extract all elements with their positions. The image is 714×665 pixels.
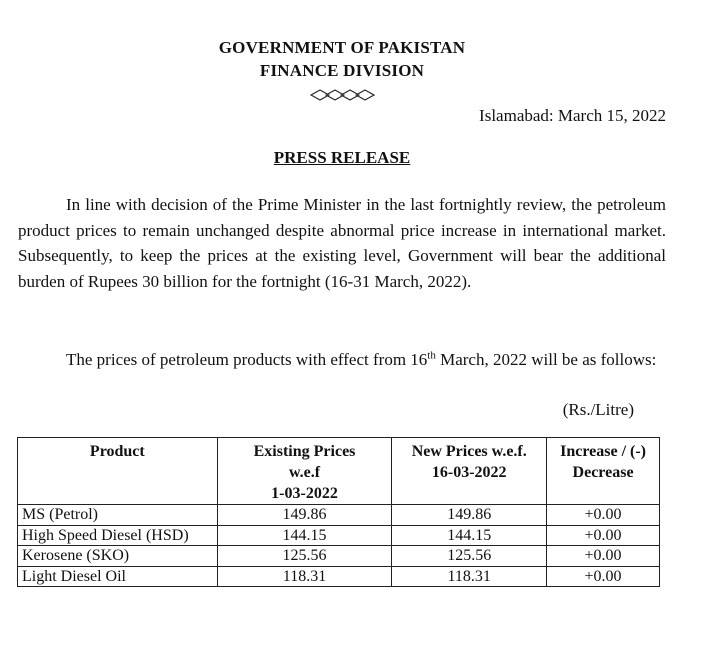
cell-new-price: 125.56 xyxy=(392,546,547,567)
header-change-line2: Decrease xyxy=(572,464,634,481)
cell-existing-price: 149.86 xyxy=(217,505,392,526)
cell-new-price: 144.15 xyxy=(392,525,547,546)
paragraph-prices-intro-end: March, 2022 will be as follows: xyxy=(435,350,657,369)
header-new-line1: New Prices w.e.f. xyxy=(411,443,527,460)
header-new-line2: 16-03-2022 xyxy=(431,464,507,481)
header-product xyxy=(18,438,218,505)
cell-new-price: 149.86 xyxy=(392,505,547,526)
header-existing-line2: w.e.f xyxy=(288,464,321,481)
cell-change: +0.00 xyxy=(547,525,660,546)
paragraph-prices-intro xyxy=(18,347,666,373)
cell-change: +0.00 xyxy=(547,505,660,526)
cell-product: MS (Petrol) xyxy=(18,505,218,526)
cell-product: Kerosene (SKO) xyxy=(18,546,218,567)
table-row xyxy=(18,566,660,587)
diamond-ornament-icon xyxy=(309,88,375,102)
cell-existing-price: 144.15 xyxy=(217,525,392,546)
cell-change: +0.00 xyxy=(547,546,660,567)
prices-table xyxy=(17,437,660,587)
header-change xyxy=(547,438,660,505)
header-existing-line3: 1-03-2022 xyxy=(271,485,338,502)
header-change-line1: Increase / (-) xyxy=(560,443,646,460)
table-header-row xyxy=(18,438,660,505)
cell-product: High Speed Diesel (HSD) xyxy=(18,525,218,546)
ornament-divider xyxy=(0,88,684,107)
document-title: PRESS RELEASE xyxy=(273,148,411,167)
table-row xyxy=(18,546,660,567)
cell-new-price: 118.31 xyxy=(392,566,547,587)
unit-note: (Rs./Litre) xyxy=(562,400,634,419)
header-existing-prices xyxy=(217,438,392,505)
paragraph-announcement: In line with decision of the Prime Minister in the last fortnightly review, the petroleum product prices to remain unchanged despite abnormal price increase in international market. Subsequently, to keep the prices at the existing level, Government will bear the additional burden of Rupees 30 billion for the fortnight (16-31 March, 2022). xyxy=(18,195,666,291)
ordinal-suffix: th xyxy=(427,349,436,362)
header-new-prices xyxy=(392,438,547,505)
header-line-government: GOVERNMENT OF PAKISTAN xyxy=(218,38,466,57)
table-row xyxy=(18,525,660,546)
cell-existing-price: 118.31 xyxy=(217,566,392,587)
header-existing-line1: Existing Prices xyxy=(253,443,356,460)
cell-existing-price: 125.56 xyxy=(217,546,392,567)
header-line-division: FINANCE DIVISION xyxy=(259,61,425,80)
date-line: Islamabad: March 15, 2022 xyxy=(479,106,666,125)
cell-change: +0.00 xyxy=(547,566,660,587)
header-product-label: Product xyxy=(89,443,145,460)
paragraph-prices-intro-start: The prices of petroleum products with effect from 16 xyxy=(66,350,428,369)
table-row xyxy=(18,505,660,526)
cell-product: Light Diesel Oil xyxy=(18,566,218,587)
